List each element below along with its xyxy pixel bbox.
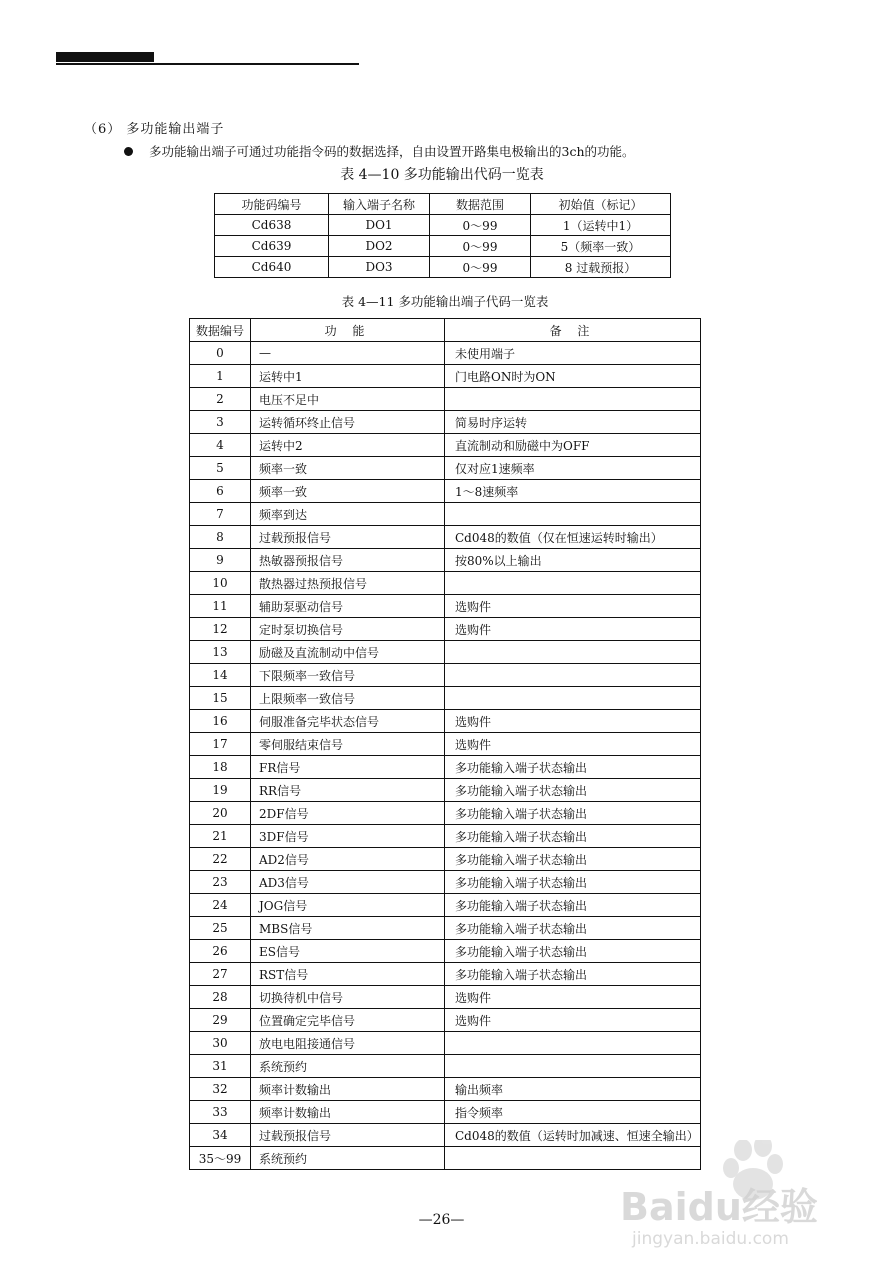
table2-cell: 27 [190,963,251,986]
page-number: —26— [418,1212,465,1228]
table2-cell [445,1032,701,1055]
table1-row [215,236,671,257]
table2-cell: 多功能输入端子状态输出 [445,825,701,848]
table2-cell: 切换待机中信号 [251,986,445,1009]
table2-cell: 过载预报信号 [251,1124,445,1147]
table2-cell: 18 [190,756,251,779]
table2-cell: 14 [190,664,251,687]
table2-row [190,618,701,641]
table2-cell: 运转中2 [251,434,445,457]
table1-header-row [215,194,671,215]
table2-cell: 多功能输入端子状态输出 [445,871,701,894]
table2-cell: 选购件 [445,986,701,1009]
table2-cell [445,572,701,595]
table2-row [190,986,701,1009]
watermark-url-text: jingyan.baidu.com [632,1229,789,1249]
table2-cell: 34 [190,1124,251,1147]
table2-cell: 2DF信号 [251,802,445,825]
table2-row [190,342,701,365]
table1-header-cell: 功能码编号 [215,194,329,215]
table2-cell: 简易时序运转 [445,411,701,434]
table2-cell: 33 [190,1101,251,1124]
section-title: （6） 多功能输出端子 [84,122,225,137]
table2-row [190,779,701,802]
table2-cell: 12 [190,618,251,641]
table2-row [190,710,701,733]
table2-cell: 仅对应1速频率 [445,457,701,480]
watermark-brand-text: Baidu经验 [620,1185,818,1229]
table2-cell: 多功能输入端子状态输出 [445,963,701,986]
table2-row [190,388,701,411]
table2-cell: 多功能输入端子状态输出 [445,756,701,779]
table2-header-cell: 数据编号 [190,319,251,342]
table2-cell: 6 [190,480,251,503]
table2-cell: 17 [190,733,251,756]
table2-cell: 频率到达 [251,503,445,526]
table2-cell: Cd048的数值（仅在恒速运转时输出） [445,526,701,549]
table2-cell: 辅助泵驱动信号 [251,595,445,618]
table2-cell: MBS信号 [251,917,445,940]
table2-cell: 频率计数输出 [251,1078,445,1101]
table2-cell: 运转中1 [251,365,445,388]
table2-row [190,825,701,848]
table2-cell: 16 [190,710,251,733]
table1-cell: 0～99 [430,257,531,278]
table2-cell: JOG信号 [251,894,445,917]
table2-cell: 2 [190,388,251,411]
table2-cell: 8 [190,526,251,549]
header-rule-thin [56,63,359,65]
table2-cell [445,388,701,411]
table2-cell: 3DF信号 [251,825,445,848]
table2-cell: 5 [190,457,251,480]
table2-cell: 过载预报信号 [251,526,445,549]
bullet-dot-icon [124,147,133,156]
table2-cell: 系统预约 [251,1147,445,1170]
table2-cell: 多功能输入端子状态输出 [445,940,701,963]
table1-header-cell: 数据范围 [430,194,531,215]
table2-cell: 28 [190,986,251,1009]
table2-row [190,687,701,710]
table2-cell: 频率一致 [251,480,445,503]
table2-cell: AD3信号 [251,871,445,894]
table1-cell: 0～99 [430,236,531,257]
table2-cell: 输出频率 [445,1078,701,1101]
table2-cell: 零伺服结束信号 [251,733,445,756]
table2-cell [445,641,701,664]
table2-row [190,572,701,595]
table2-cell: AD2信号 [251,848,445,871]
table2-row [190,1101,701,1124]
table2-cell: 1 [190,365,251,388]
table2-cell: 19 [190,779,251,802]
table2-cell: 系统预约 [251,1055,445,1078]
table2-cell: 0 [190,342,251,365]
table1-cell: DO2 [329,236,430,257]
table2-row [190,756,701,779]
table2-cell [445,664,701,687]
table2-cell: 选购件 [445,710,701,733]
table2-cell: 选购件 [445,595,701,618]
table2-cell: 运转循环终止信号 [251,411,445,434]
table2-row [190,503,701,526]
table1-cell: 5（频率一致） [531,236,671,257]
table2-cell: 3 [190,411,251,434]
table2-cell: RST信号 [251,963,445,986]
table1-row [215,257,671,278]
table2-cell: RR信号 [251,779,445,802]
table2-cell: 20 [190,802,251,825]
table2-cell: 指令频率 [445,1101,701,1124]
table1-cell: Cd640 [215,257,329,278]
table2-row [190,641,701,664]
table2-cell: 定时泵切换信号 [251,618,445,641]
table2-cell: 22 [190,848,251,871]
table2-row [190,802,701,825]
table2-header-cell: 功 能 [251,319,445,342]
table2-cell: 31 [190,1055,251,1078]
table2-cell: — [251,342,445,365]
table2-cell: 29 [190,1009,251,1032]
table2-cell: 23 [190,871,251,894]
table2-cell: 多功能输入端子状态输出 [445,848,701,871]
table2-cell: 25 [190,917,251,940]
table1-header-cell: 输入端子名称 [329,194,430,215]
table2-cell: 13 [190,641,251,664]
table2-cell: 选购件 [445,733,701,756]
table2-cell: 散热器过热预报信号 [251,572,445,595]
table2-cell: 1～8速频率 [445,480,701,503]
table2-row [190,963,701,986]
table2-row [190,894,701,917]
table2-cell [445,687,701,710]
table2-row [190,1009,701,1032]
table2-row [190,917,701,940]
table2-row [190,526,701,549]
table2-cell: 多功能输入端子状态输出 [445,917,701,940]
table2-cell: 选购件 [445,618,701,641]
table2-cell [445,1055,701,1078]
table2-row [190,733,701,756]
table2-cell: 4 [190,434,251,457]
table1-caption: 表 4—10 多功能输出代码一览表 [340,167,544,183]
table2-cell: 未使用端子 [445,342,701,365]
table2-row [190,664,701,687]
table2-cell: 放电电阻接通信号 [251,1032,445,1055]
baidu-jingyan-watermark-icon [618,1140,868,1250]
table2-cell: 7 [190,503,251,526]
table2-caption: 表 4—11 多功能输出端子代码一览表 [341,294,549,309]
table2-header-row [190,319,701,342]
table2-header-cell: 备 注 [445,319,701,342]
table2-cell: 多功能输入端子状态输出 [445,779,701,802]
table2-row [190,848,701,871]
table2-row [190,365,701,388]
table2-cell: 位置确定完毕信号 [251,1009,445,1032]
table1-cell: 8 过载预报） [531,257,671,278]
table2-cell: 频率计数输出 [251,1101,445,1124]
table2-cell: 9 [190,549,251,572]
table2-cell: 电压不足中 [251,388,445,411]
table2-cell: 门电路ON时为ON [445,365,701,388]
bullet-text: 多功能输出端子可通过功能指令码的数据选择，自由设置开路集电极输出的3ch的功能。 [149,144,635,159]
table1-cell: Cd638 [215,215,329,236]
table2-cell: 多功能输入端子状态输出 [445,802,701,825]
table2-row [190,1078,701,1101]
table2-cell [445,503,701,526]
table2-row [190,871,701,894]
table2-cell: 伺服准备完毕状态信号 [251,710,445,733]
table2-cell: 10 [190,572,251,595]
table2-row [190,411,701,434]
table2-row [190,457,701,480]
table2-cell: 26 [190,940,251,963]
table1-cell: 1（运转中1） [531,215,671,236]
table2-cell: 按80%以上输出 [445,549,701,572]
table1-cell: Cd639 [215,236,329,257]
table2-row [190,480,701,503]
table2-cell: FR信号 [251,756,445,779]
table2-cell: 上限频率一致信号 [251,687,445,710]
output-code-table [214,193,671,278]
table2-cell: Cd048的数值（运转时加减速、恒速全输出） [445,1124,701,1147]
table2-cell: 频率一致 [251,457,445,480]
table1-header-cell: 初始值（标记） [531,194,671,215]
table2-row [190,595,701,618]
table2-cell: 35～99 [190,1147,251,1170]
table2-row [190,549,701,572]
table1-cell: 0～99 [430,215,531,236]
table2-row [190,1032,701,1055]
output-terminal-code-table [189,318,701,1170]
table2-cell: 30 [190,1032,251,1055]
table2-row [190,434,701,457]
table1-row [215,215,671,236]
table2-cell: 励磁及直流制动中信号 [251,641,445,664]
table2-cell: 下限频率一致信号 [251,664,445,687]
table2-cell: 32 [190,1078,251,1101]
table1-cell: DO1 [329,215,430,236]
table2-row [190,1055,701,1078]
table2-cell: 24 [190,894,251,917]
table2-cell: 11 [190,595,251,618]
header-rule-thick [56,52,154,62]
bullet-paragraph [124,142,635,160]
table2-cell: 热敏器预报信号 [251,549,445,572]
table2-cell: 直流制动和励磁中为OFF [445,434,701,457]
table2-cell: ES信号 [251,940,445,963]
table2-cell: 15 [190,687,251,710]
table2-cell: 多功能输入端子状态输出 [445,894,701,917]
table2-cell: 选购件 [445,1009,701,1032]
table1-cell: DO3 [329,257,430,278]
table2-cell: 21 [190,825,251,848]
table2-row [190,940,701,963]
